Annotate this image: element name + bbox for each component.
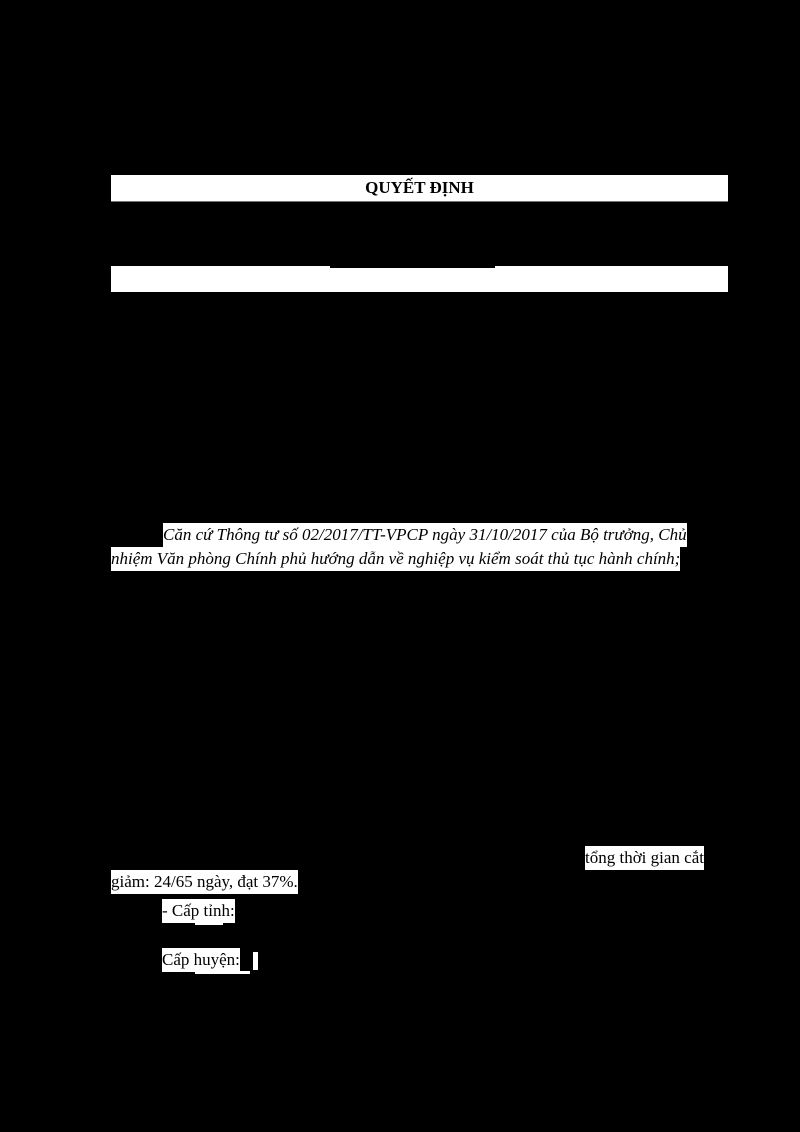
document-title: QUYẾT ĐỊNH [365, 178, 474, 197]
bullet-province: - Cấp tỉnh: [162, 899, 235, 923]
province-residue-mark [195, 922, 223, 925]
basis-paragraph-line-2: nhiệm Văn phòng Chính phủ hướng dẫn về nghiệp vụ kiểm soát thủ tục hành chính; [111, 547, 680, 571]
district-residue-mark [253, 952, 258, 970]
basis-paragraph-line-1: Căn cứ Thông tư số 02/2017/TT-VPCP ngày 31/10/2017 của Bộ trưởng, Chủ [163, 523, 687, 547]
district-residue-line [195, 971, 250, 974]
reduction-line-1: tổng thời gian cắt [585, 846, 704, 870]
header-separator-band [111, 266, 728, 292]
bullet-district: Cấp huyện: [162, 948, 240, 972]
title-band [111, 175, 728, 201]
separator-line [330, 266, 495, 268]
reduction-line-2: giảm: 24/65 ngày, đạt 37%. [111, 870, 298, 894]
subtitle-strip [111, 199, 728, 202]
